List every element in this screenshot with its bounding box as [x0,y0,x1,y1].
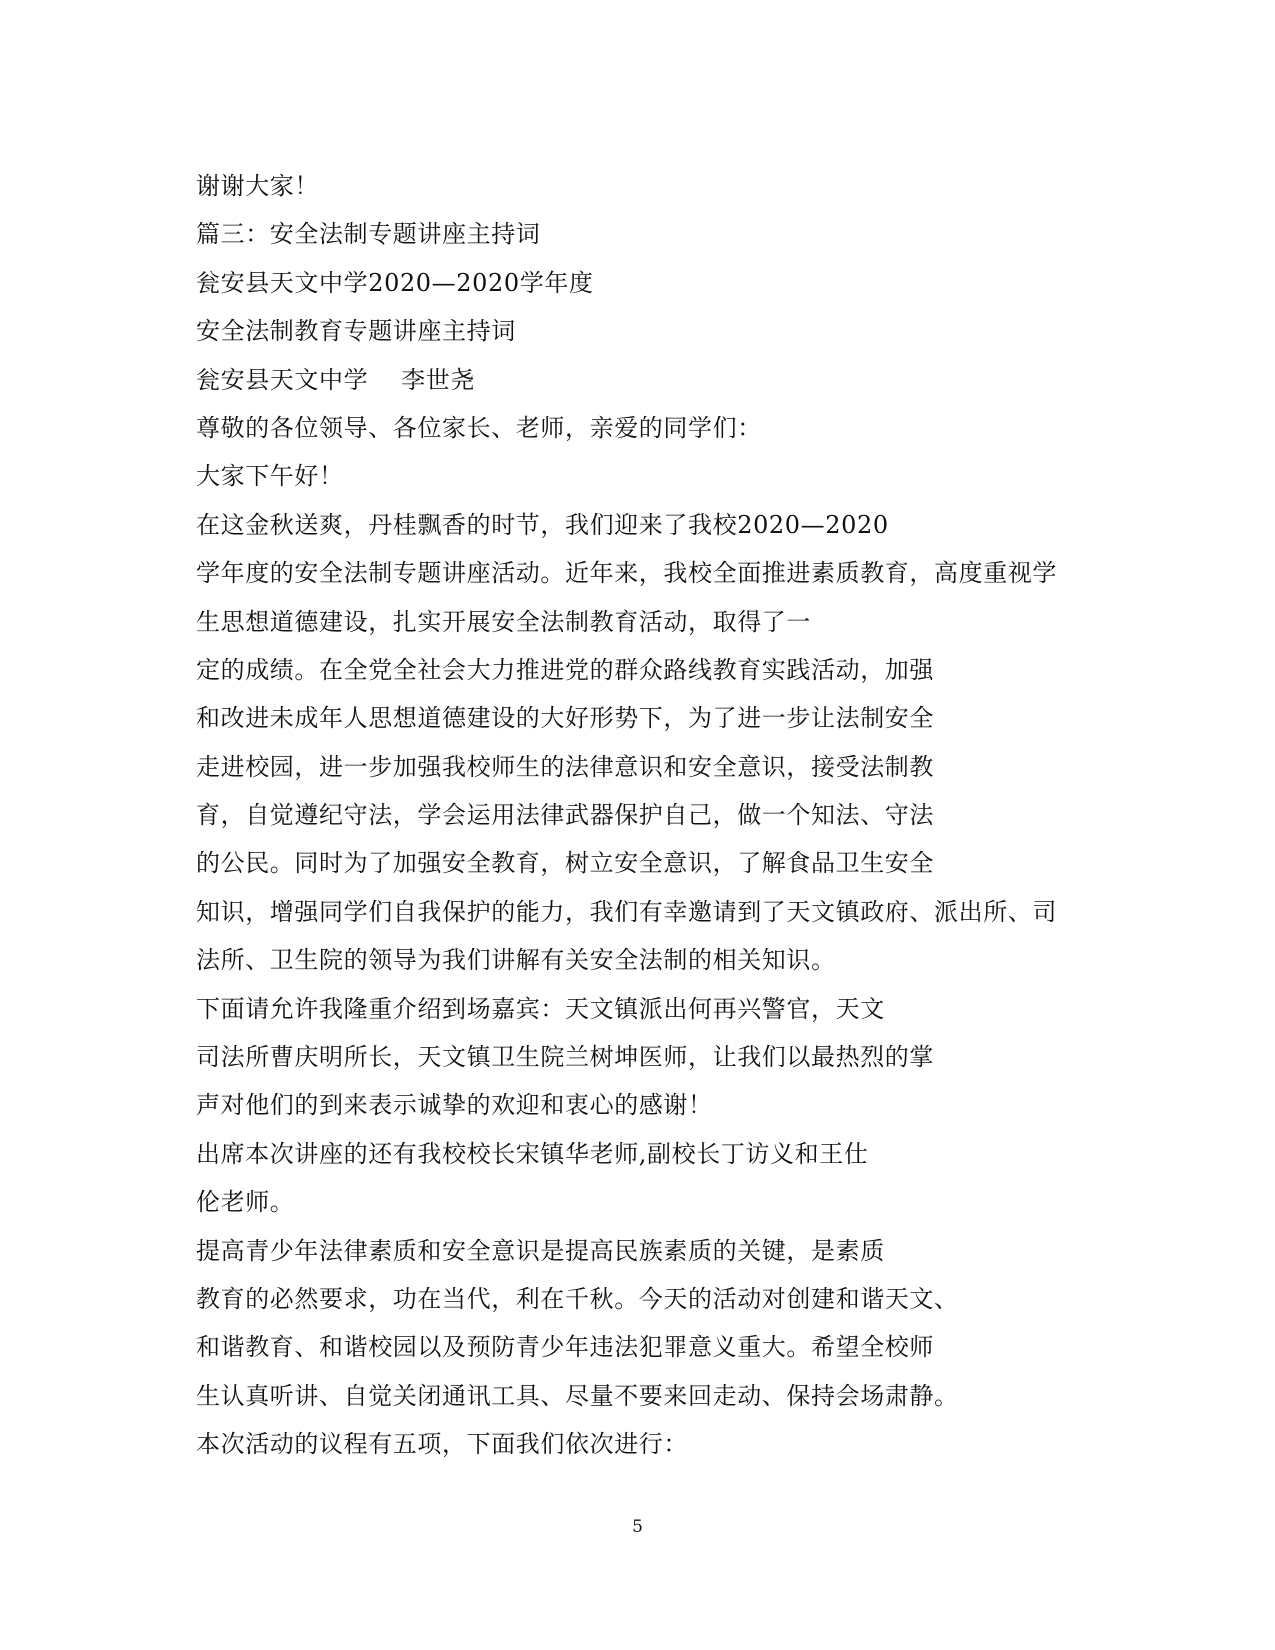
text-line: 知识，增强同学们自我保护的能力，我们有幸邀请到了天文镇政府、派出所、司 [196,897,1057,926]
text-line: 生思想道德建设，扎实开展安全法制教育活动，取得了一 [196,607,811,636]
text-line: 法所、卫生院的领导为我们讲解有关安全法制的相关知识。 [196,946,836,975]
text-line: 司法所曹庆明所长，天文镇卫生院兰树坤医师，让我们以最热烈的掌 [196,1043,934,1072]
text-line: 声对他们的到来表示诚挚的欢迎和衷心的感谢！ [196,1091,713,1120]
text-line: 瓮安县天文中学2020—2020学年度 [196,268,594,297]
text-line: 学年度的安全法制专题讲座活动。近年来，我校全面推进素质教育，高度重视学 [196,559,1057,588]
page-number: 5 [632,1517,643,1537]
text-line: 伦老师。 [196,1188,295,1217]
text-line: 教育的必然要求，功在当代，利在千秋。今天的活动对创建和谐天文、 [196,1284,959,1313]
text-line: 大家下午好！ [196,462,344,491]
body-text [196,162,1096,1469]
text-line: 在这金秋送爽，丹桂飘香的时节，我们迎来了我校2020—2020 [196,510,889,539]
text-line: 走进校园，进一步加强我校师生的法律意识和安全意识，接受法制教 [196,752,934,781]
text-line: 瓮安县天文中学 李世尧 [196,365,475,394]
text-line: 的公民。同时为了加强安全教育，树立安全意识，了解食品卫生安全 [196,849,934,878]
text-line: 育，自觉遵纪守法，学会运用法律武器保护自己，做一个知法、守法 [196,801,934,830]
text-line: 安全法制教育专题讲座主持词 [196,317,516,346]
text-line: 和改进未成年人思想道德建设的大好形势下，为了进一步让法制安全 [196,704,934,733]
text-line: 本次活动的议程有五项，下面我们依次进行： [196,1430,688,1459]
text-line: 下面请允许我隆重介绍到场嘉宾：天文镇派出何再兴警官，天文 [196,994,885,1023]
section-heading: 篇三：安全法制专题讲座主持词 [196,220,541,249]
text-line: 出席本次讲座的还有我校校长宋镇华老师,副校长丁访义和王仕 [196,1139,869,1168]
text-line: 生认真听讲、自觉关闭通讯工具、尽量不要来回走动、保持会场肃静。 [196,1381,959,1410]
text-line: 定的成绩。在全党全社会大力推进党的群众路线教育实践活动，加强 [196,655,934,684]
text-line: 尊敬的各位领导、各位家长、老师，亲爱的同学们： [196,413,762,442]
text-line: 提高青少年法律素质和安全意识是提高民族素质的关键，是素质 [196,1236,885,1265]
text-line: 和谐教育、和谐校园以及预防青少年违法犯罪意义重大。希望全校师 [196,1333,934,1362]
text-line: 谢谢大家！ [196,172,319,200]
